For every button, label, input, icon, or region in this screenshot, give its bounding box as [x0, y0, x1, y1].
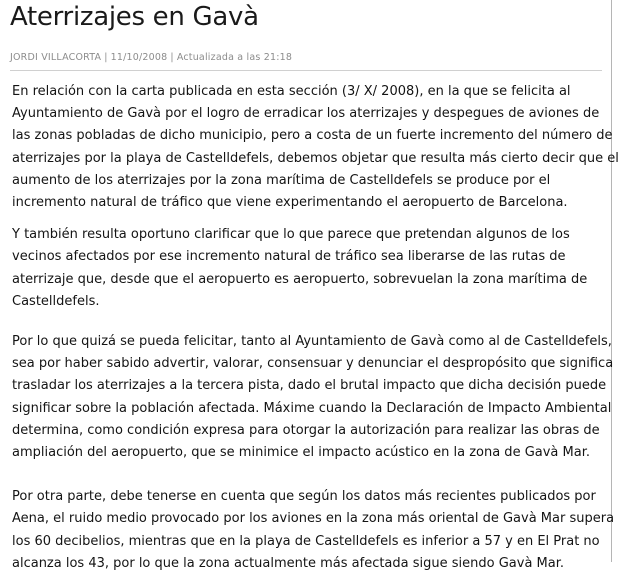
paragraph-line: aumento de los aterrizajes por la zona marítima de Castelldefels se produce por el — [12, 172, 551, 188]
paragraph-line: Por otra parte, debe tenerse en cuenta que según los datos más recientes publicados por — [12, 489, 596, 505]
byline-author[interactable]: JORDI VILLACORTA — [10, 52, 102, 63]
paragraph-line: las zonas pobladas de dicho municipio, pero a costa de un fuerte incremento del número de — [12, 128, 613, 144]
paragraph — [12, 224, 608, 313]
byline-updated: Actualizada a las 21:18 — [176, 52, 293, 63]
byline-date: 11/10/2008 — [110, 52, 168, 63]
paragraph — [12, 81, 619, 214]
paragraph-line: incremento natural de tráfico que viene experimentando el aeropuerto de Barcelona. — [12, 195, 568, 211]
paragraph-line: Ayuntamiento de Gavà por el logro de erradicar los aterrizajes y despegues de aviones de — [12, 106, 600, 122]
paragraph-line: sea por haber sabido advertir, valorar, consensuar y denunciar el despropósito que significa — [12, 356, 614, 372]
paragraph-line: aterrizajes por la playa de Castelldefels, debemos objetar que resulta más cierto decir que el — [12, 150, 619, 166]
article-title: Aterrizajes en Gavà — [10, 2, 259, 32]
byline-separator: | — [104, 52, 108, 63]
paragraph-line: determina, como condición expresa para otorgar la autorización para realizar las obras de — [12, 422, 600, 438]
paragraph-line: vecinos afectados por ese incremento natural de tráfico sea liberarse de las rutas de — [12, 249, 566, 265]
paragraph-line: Por lo que quizá se pueda felicitar, tanto al Ayuntamiento de Gavà como al de Castelldefels, — [12, 334, 612, 350]
paragraph-line: Aena, el ruido medio provocado por los aviones en la zona más oriental de Gavà Mar supera — [12, 511, 615, 527]
paragraph-line: trasladar los aterrizajes a la tercera pista, dado el brutal impacto que dicha decisión puede — [12, 378, 607, 394]
byline-separator: | — [170, 52, 174, 63]
paragraph-line: aterrizaje que, desde que el aeropuerto es aeropuerto, sobrevuelan la zona marítima de — [12, 271, 588, 287]
byline — [10, 52, 292, 63]
paragraph — [12, 331, 614, 464]
paragraph-line: En relación con la carta publicada en esta sección (3/ X/ 2008), en la que se felicita al — [12, 84, 571, 99]
paragraph-line: ampliación del aeropuerto, que se minimice el impacto acústico en la zona de Gavà Mar. — [12, 445, 590, 461]
paragraph-line: significar sobre la población afectada. Máxime cuando la Declaración de Impacto Ambiental — [12, 400, 612, 416]
paragraph-line: Castelldefels. — [12, 293, 100, 309]
title-divider — [10, 70, 602, 71]
paragraph-line: Y también resulta oportuno clarificar que lo que parece que pretendan algunos de los — [12, 227, 570, 243]
paragraph-line: alcanza los 43, por lo que la zona actualmente más afectada sigue siendo Gavà Mar. — [12, 555, 565, 571]
paragraph-line: los 60 decibelios, mientras que en la playa de Castelldefels es inferior a 57 y en El Prat no — [12, 533, 600, 549]
article-body — [12, 81, 619, 575]
